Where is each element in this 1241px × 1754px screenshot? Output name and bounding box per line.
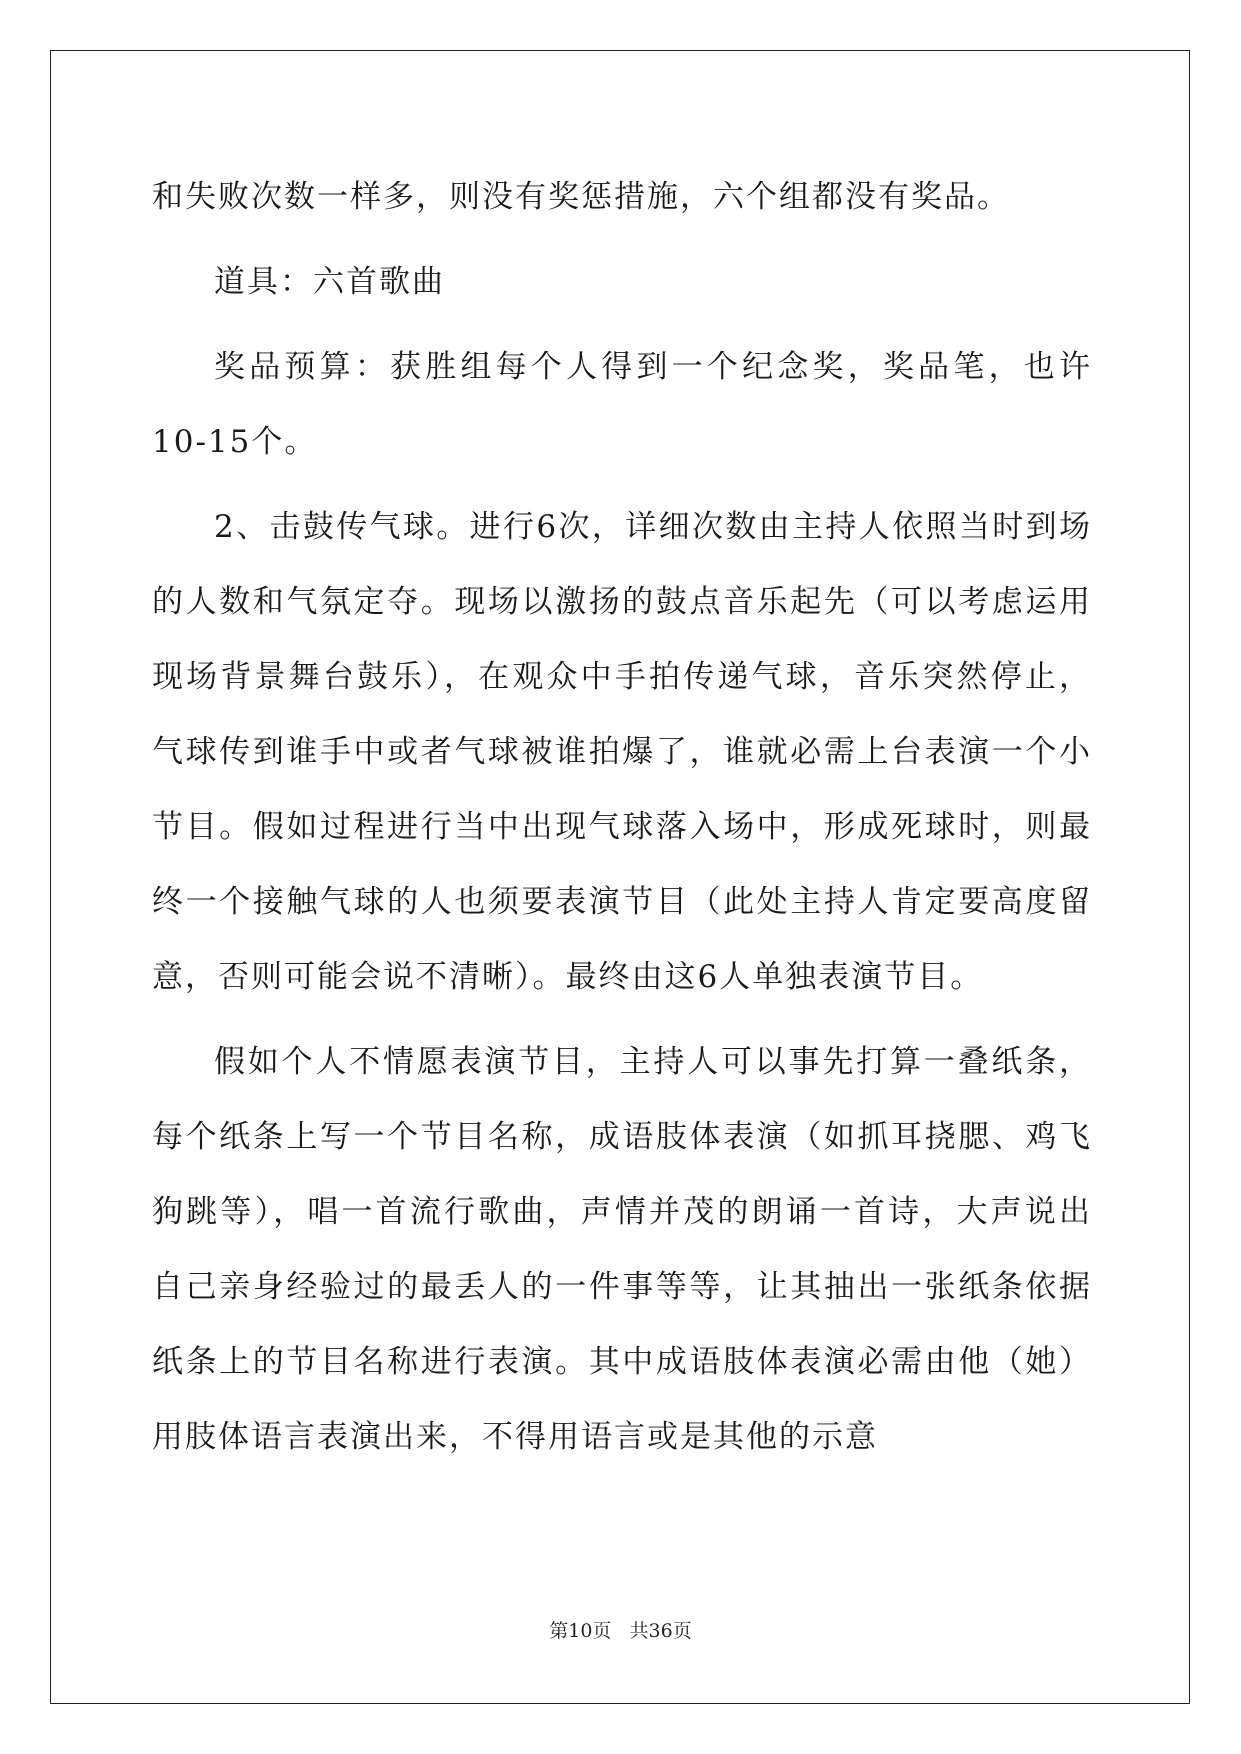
paragraph-1: 和失败次数一样多，则没有奖惩措施，六个组都没有奖品。	[152, 179, 1010, 215]
paragraph-2: 道具：六首歌曲	[214, 264, 445, 300]
page-number: 第10页	[549, 1620, 612, 1642]
paragraph-4: 2、击鼓传气球。进行6次，详细次数由主持人依照当时到场的人数和气氛定夺。现场以激扬的鼓点音乐起先（可以考虑运用现场背景舞台鼓乐），在观众中手拍传递气球，音乐突然停止，气球传到谁手中或者气球被谁拍爆了，谁就必需上台表演一个小节目。假如过程进行当中出现气球落入场中，形成死球时，则最终一个接触气球的人也须要表演节目（此处主持人肯定要高度留意，否则可能会说不清晰）。最终由这6人单独表演节目。	[152, 509, 1092, 995]
document-body	[152, 160, 1092, 1485]
page-total: 共36页	[629, 1620, 692, 1642]
paragraph-3: 奖品预算：获胜组每个人得到一个纪念奖，奖品笔，也许10-15个。	[152, 349, 1092, 460]
page-footer	[0, 1616, 1241, 1643]
paragraph-5: 假如个人不情愿表演节目，主持人可以事先打算一叠纸条，每个纸条上写一个节目名称，成语肢体表演（如抓耳挠腮、鸡飞狗跳等），唱一首流行歌曲，声情并茂的朗诵一首诗，大声说出自己亲身经验过的最丢人的一件事等等，让其抽出一张纸条依据纸条上的节目名称进行表演。其中成语肢体表演必需由他（她）用肢体语言表演出来，不得用语言或是其他的示意	[152, 1044, 1092, 1455]
